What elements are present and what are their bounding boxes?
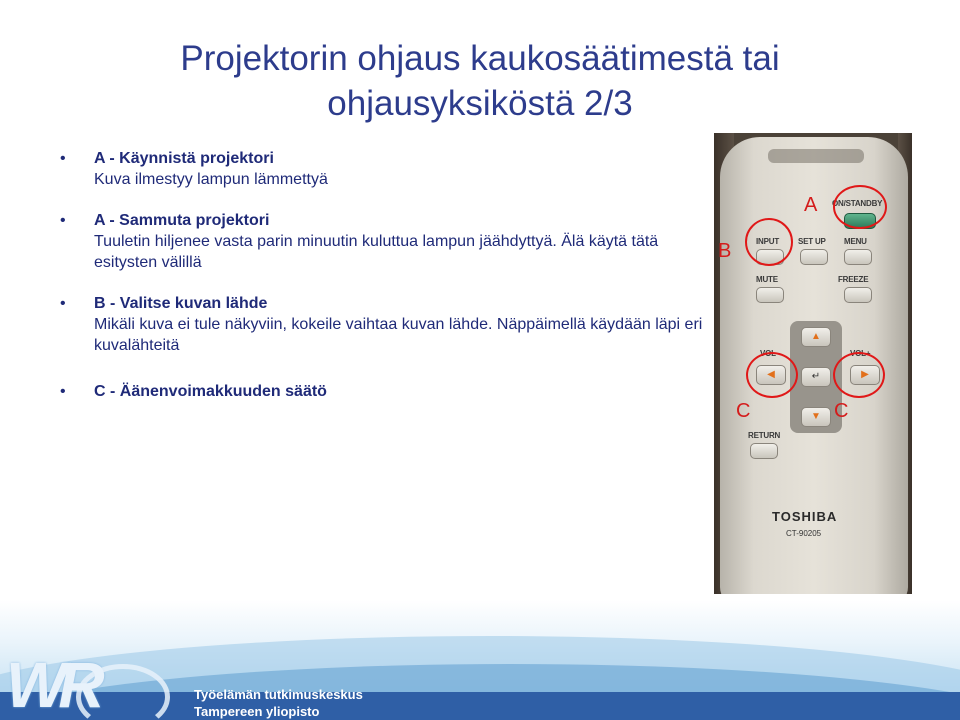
setup-button — [800, 249, 828, 265]
bullet-heading: A - Käynnistä projektori — [94, 150, 274, 167]
mute-label: MUTE — [756, 275, 778, 284]
return-label: RETURN — [748, 431, 781, 440]
return-button — [750, 443, 778, 459]
input-label: INPUT — [756, 237, 780, 246]
bullet-heading: C - Äänenvoimakkuuden säätö — [94, 383, 327, 400]
bullet-dot: • — [60, 295, 66, 312]
arrow-up-button: ▲ — [801, 327, 831, 347]
bullet-item — [60, 210, 720, 273]
menu-label: MENU — [844, 237, 867, 246]
highlight-ring-vol-plus — [833, 352, 885, 398]
setup-label: SET UP — [798, 237, 826, 246]
bullet-text: Tuuletin hiljenee vasta parin minuutin kuluttua lampun jäähdyttyä. Älä käytä tätä esitysten välillä — [94, 233, 659, 271]
vol-plus-label: VOL+ — [850, 349, 871, 358]
bullet-item — [60, 381, 720, 402]
org-line-2: Tampereen yliopisto — [194, 704, 320, 719]
freeze-button — [844, 287, 872, 303]
organization-logo — [6, 650, 176, 720]
marker-a: A — [804, 194, 818, 216]
mute-button — [756, 287, 784, 303]
on-standby-label: ON/STANDBY — [832, 199, 883, 208]
logo-swoosh — [76, 664, 170, 720]
title-line-2: ohjausyksiköstä 2/3 — [327, 84, 633, 123]
enter-button: ↵ — [801, 367, 831, 387]
bullet-heading: B - Valitse kuvan lähde — [94, 295, 268, 312]
highlight-ring-power — [833, 185, 887, 229]
volume-up-button: ▶ — [850, 365, 880, 385]
org-line-1: Työelämän tutkimuskeskus — [194, 687, 363, 702]
bullet-item — [60, 148, 720, 190]
bullet-dot: • — [60, 212, 66, 229]
bullet-item — [60, 293, 720, 356]
bullet-list — [60, 148, 720, 430]
page-title — [120, 36, 840, 126]
organization-name — [194, 686, 363, 720]
bullet-text: Mikäli kuva ei tule näkyviin, kokeile vaihtaa kuvan lähde. Näppäimellä käydään läpi eri kuvalähteitä — [94, 316, 703, 354]
freeze-label: FREEZE — [838, 275, 869, 284]
arrow-down-button: ▼ — [801, 407, 831, 427]
bullet-heading: A - Sammuta projektori — [94, 212, 270, 229]
highlight-ring-vol-minus — [746, 352, 798, 398]
volume-down-button: ◀ — [756, 365, 786, 385]
ir-window — [768, 149, 864, 163]
marker-c-right: C — [834, 400, 849, 422]
bullet-dot: • — [60, 150, 66, 167]
highlight-ring-input — [745, 218, 793, 266]
marker-c-left: C — [736, 400, 751, 422]
bullet-text: Kuva ilmestyy lampun lämmettyä — [94, 171, 328, 188]
model-number: CT-90205 — [786, 529, 822, 538]
marker-b: B — [718, 240, 732, 262]
title-line-1: Projektorin ohjaus kaukosäätimestä tai — [180, 39, 780, 78]
brand-logo: TOSHIBA — [772, 509, 838, 524]
menu-button — [844, 249, 872, 265]
vol-minus-label: VOL– — [760, 349, 781, 358]
logo-letters: WR — [6, 649, 97, 720]
bullet-dot: • — [60, 383, 66, 400]
